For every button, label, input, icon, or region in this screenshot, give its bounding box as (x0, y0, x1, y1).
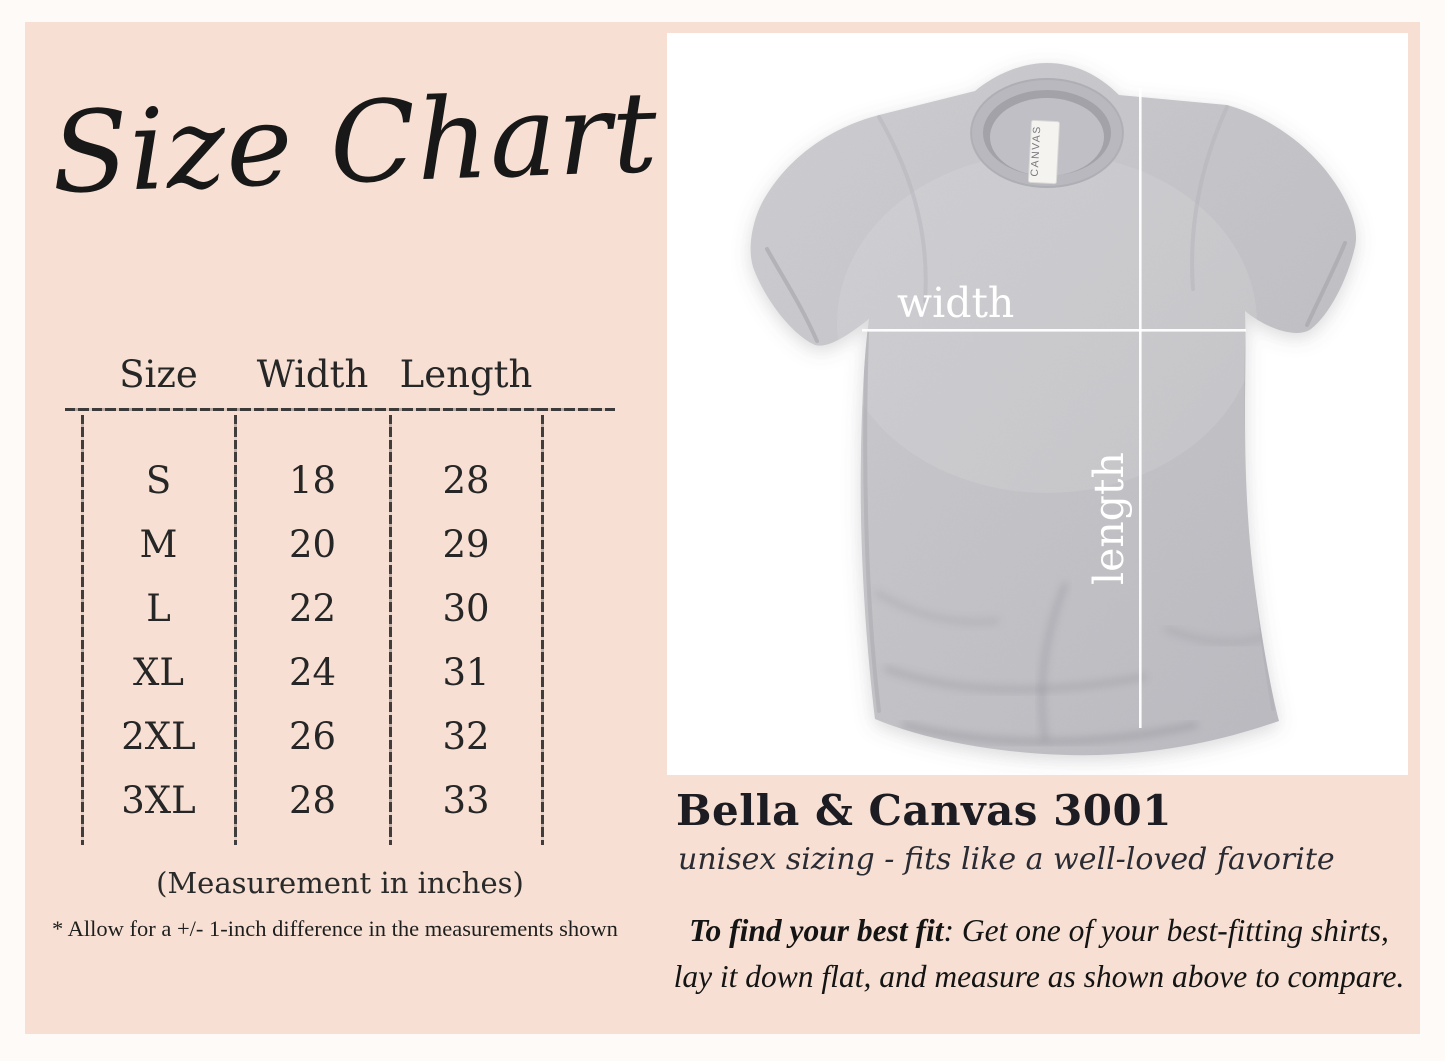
size-cell: 2XL (121, 715, 196, 758)
table-row (65, 449, 615, 513)
length-cell: 28 (442, 459, 490, 502)
fit-tip-line2: lay it down flat, and measure as shown above to compare. (673, 959, 1405, 994)
fit-tip (655, 908, 1423, 1000)
column-header-length: Length (399, 353, 533, 396)
column-header-width: Width (256, 353, 369, 396)
size-cell: XL (133, 651, 184, 694)
size-table (65, 346, 615, 851)
length-cell: 32 (442, 715, 490, 758)
table-row (65, 705, 615, 769)
width-line (862, 329, 1246, 332)
product-tagline: unisex sizing - fits like a well-loved favorite (678, 842, 1335, 877)
width-cell: 26 (288, 715, 337, 758)
table-row (65, 769, 615, 833)
length-cell: 29 (442, 523, 490, 566)
size-cell: S (145, 459, 172, 502)
tshirt-photo-panel (667, 33, 1408, 775)
size-cell: 3XL (121, 779, 196, 822)
length-cell: 30 (442, 587, 490, 630)
units-note: (Measurement in inches) (156, 866, 524, 900)
table-header-rule (65, 408, 615, 411)
length-label: length (1085, 452, 1133, 585)
length-cell: 33 (442, 779, 490, 822)
page-title: Size Chart (49, 67, 661, 219)
tolerance-footnote: * Allow for a +/- 1-inch difference in the measurements shown (52, 916, 618, 941)
length-line (1139, 88, 1142, 728)
collar-tag (1028, 120, 1059, 183)
table-row (65, 513, 615, 577)
table-row (65, 577, 615, 641)
width-cell: 18 (288, 459, 337, 502)
width-cell: 24 (288, 651, 337, 694)
fit-tip-lead: To find your best fit: Get one of your best-fitting shirts, (689, 913, 1389, 948)
width-cell: 22 (288, 587, 337, 630)
column-header-size: Size (119, 353, 198, 396)
collar-tag-text: CANVAS (1028, 124, 1044, 177)
size-cell: M (139, 523, 178, 566)
length-cell: 31 (442, 651, 490, 694)
width-label: width (897, 279, 1015, 327)
tshirt (667, 33, 1408, 775)
table-row (65, 641, 615, 705)
tshirt-photo (667, 33, 1408, 775)
width-cell: 28 (288, 779, 337, 822)
width-cell: 20 (288, 523, 337, 566)
product-name: Bella & Canvas 3001 (676, 786, 1172, 835)
size-cell: L (146, 587, 171, 630)
